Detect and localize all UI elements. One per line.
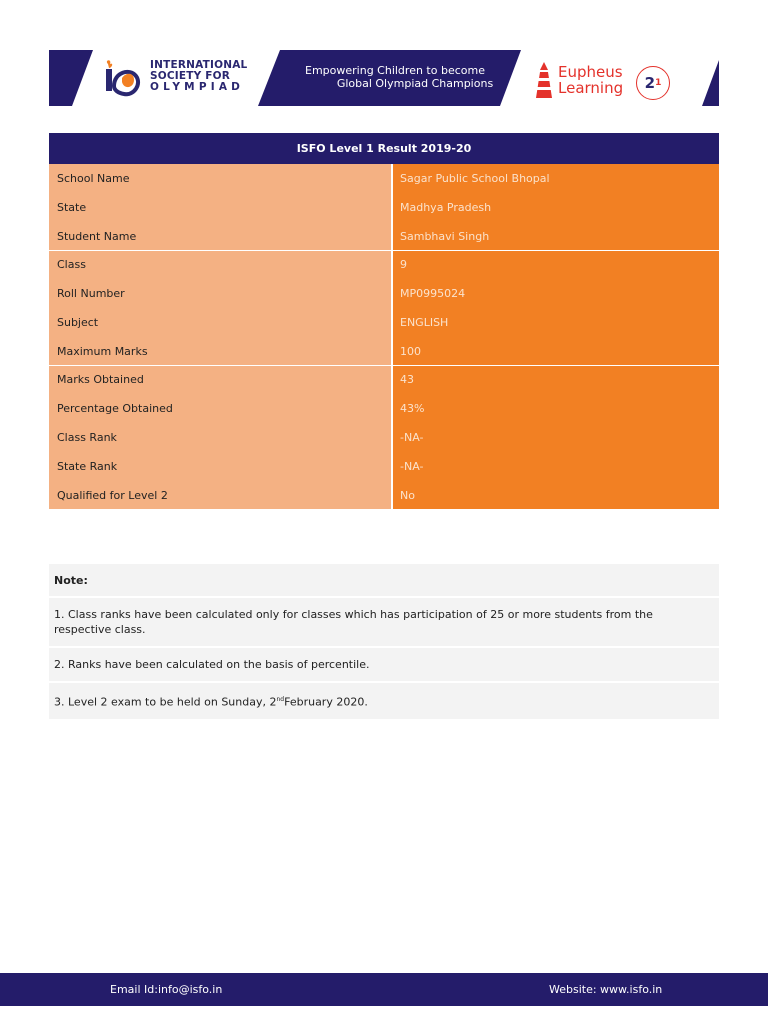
notes-section — [49, 564, 719, 721]
note-item: 2. Ranks have been calculated on the basis of percentile. — [49, 648, 719, 681]
isfo-logo-line3: OLYMPIAD — [150, 81, 245, 93]
eupheus-learning-logo — [528, 54, 678, 102]
footer-website[interactable]: Website: www.isfo.in — [549, 983, 663, 996]
table-row — [49, 308, 719, 337]
isfo-logo — [100, 58, 250, 100]
note-item: 1. Class ranks have been calculated only for classes which has participation of 25 or more students from the respective class. — [49, 598, 719, 646]
table-row — [49, 423, 719, 452]
row-label: State — [49, 193, 393, 222]
table-row — [49, 481, 719, 510]
row-label: State Rank — [49, 452, 393, 481]
note-item-text: 3. Level 2 exam to be held on Sunday, 2 — [54, 695, 277, 709]
row-label: Percentage Obtained — [49, 394, 393, 423]
table-row — [49, 366, 719, 395]
isfo-logo-line2: SOCIETY FOR — [150, 70, 231, 82]
row-value: 100 — [393, 337, 719, 366]
table-row — [49, 251, 719, 280]
row-label: School Name — [49, 164, 393, 193]
row-value: No — [393, 481, 719, 510]
row-value: Sagar Public School Bhopal — [393, 164, 719, 193]
table-row — [49, 279, 719, 308]
isfo-logo-line1: INTERNATIONAL — [150, 59, 248, 71]
eupheus-line1: Eupheus — [558, 63, 623, 81]
table-row — [49, 164, 719, 193]
table-row — [49, 394, 719, 423]
header-banner — [0, 50, 768, 106]
anniversary-badge — [636, 66, 670, 100]
result-title: ISFO Level 1 Result 2019-20 — [49, 133, 719, 164]
note-item-sup: nd — [276, 696, 285, 703]
row-label: Maximum Marks — [49, 337, 393, 366]
badge-sup: 1 — [655, 78, 662, 88]
note-item-text-end: February 2020. — [284, 695, 368, 709]
torch-icon — [100, 58, 148, 100]
row-value: -NA- — [393, 423, 719, 452]
row-label: Class Rank — [49, 423, 393, 452]
tagline-line1: Empowering Children to become — [305, 64, 485, 77]
table-row — [49, 337, 719, 366]
row-label: Roll Number — [49, 279, 393, 308]
row-value: 9 — [393, 251, 719, 280]
table-row — [49, 452, 719, 481]
lighthouse-icon — [530, 60, 558, 100]
notes-title: Note: — [49, 564, 719, 596]
row-label: Student Name — [49, 222, 393, 251]
row-value: Madhya Pradesh — [393, 193, 719, 222]
row-label: Qualified for Level 2 — [49, 481, 393, 510]
note-item — [49, 683, 719, 719]
row-value: 43 — [393, 366, 719, 395]
footer-email[interactable]: Email Id:info@isfo.in — [110, 983, 223, 996]
tagline — [285, 64, 505, 90]
row-label: Subject — [49, 308, 393, 337]
row-label: Class — [49, 251, 393, 280]
badge-number: 2 — [644, 74, 656, 92]
footer — [0, 973, 768, 1006]
row-value: ENGLISH — [393, 308, 719, 337]
result-table — [49, 133, 719, 509]
row-value: -NA- — [393, 452, 719, 481]
row-value: 43% — [393, 394, 719, 423]
row-value: Sambhavi Singh — [393, 222, 719, 251]
table-row — [49, 193, 719, 222]
eupheus-line2: Learning — [558, 79, 624, 97]
row-label: Marks Obtained — [49, 366, 393, 395]
tagline-line2: Global Olympiad Champions — [336, 77, 494, 90]
table-row — [49, 222, 719, 251]
row-value: MP0995024 — [393, 279, 719, 308]
